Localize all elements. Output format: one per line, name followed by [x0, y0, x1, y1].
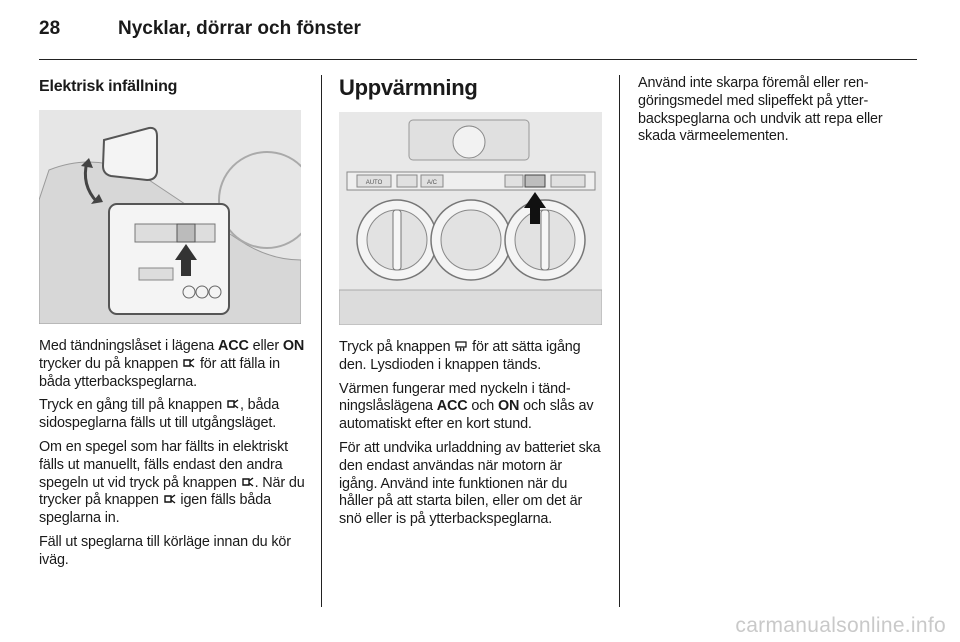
- mirror-fold-icon: [227, 398, 239, 410]
- page-number: 28: [39, 18, 61, 39]
- column-divider-2: [619, 75, 620, 607]
- column-divider-1: [321, 75, 322, 607]
- mirror-heat-button: [525, 175, 545, 187]
- right-column: [638, 75, 906, 152]
- page-header: [39, 18, 361, 46]
- watermark: carmanualsonline.info: [735, 614, 946, 637]
- middle-paragraph-2: Värmen fungerar med nyckeln i tändningslåslägena ACC och ON och slås av automatiskt efter en kort stund.: [339, 380, 594, 433]
- left-column: [39, 78, 305, 576]
- climate-panel-illustration: [339, 112, 602, 325]
- mirror-fold-icon: [242, 476, 254, 488]
- mirror-fold-illustration: [39, 110, 301, 324]
- left-paragraph-3: Om en spegel som har fällts in elektriskt fälls ut manuellt, fälls endast den andra spegeln ut vid tryck på knappen . När du trycker på knappen igen fälls båda speglarna in.: [39, 438, 305, 527]
- left-paragraph-4: Fäll ut speglarna till körläge innan du kör iväg.: [39, 533, 291, 568]
- mirror-fold-icon: [183, 357, 195, 369]
- middle-column: [339, 75, 604, 535]
- section-heading-electric-folding: Elektrisk infällning: [39, 78, 178, 95]
- mirror-fold-icon: [164, 493, 176, 505]
- right-paragraph-1: Använd inte skarpa föremål eller rengöringsmedel med slipeffekt på ytterbackspeglarna och undvik att repa eller skada värmeelementen.: [638, 75, 883, 145]
- chapter-title: Nycklar, dörrar och fönster: [118, 18, 361, 39]
- auto-button-label: AUTO: [365, 180, 383, 186]
- mirror-heat-icon: [455, 340, 467, 352]
- left-paragraph-1: Med tändningslåset i lägena ACC eller ON trycker du på knappen för att fälla in båda ytterbackspeglarna.: [39, 338, 305, 390]
- left-paragraph-2: Tryck en gång till på knappen , båda sidospeglarna fälls ut till utgångsläget.: [39, 397, 280, 432]
- header-divider: [39, 59, 917, 60]
- middle-paragraph-3: För att undvika urladdning av batteriet ska den endast användas när motorn är igång. Använd inte funktionen när du håller på att starta bilen, eller om det är snö eller is på ytterbackspeglarna.: [339, 439, 601, 528]
- mirror-fold-drawing: [39, 110, 301, 324]
- ac-button-label: A/C: [426, 180, 438, 186]
- climate-panel-drawing: [339, 112, 602, 325]
- section-heading-heating: Uppvärmning: [339, 75, 478, 100]
- middle-paragraph-1: Tryck på knappen för att sätta igång den. Lysdioden i knappen tänds.: [339, 339, 581, 373]
